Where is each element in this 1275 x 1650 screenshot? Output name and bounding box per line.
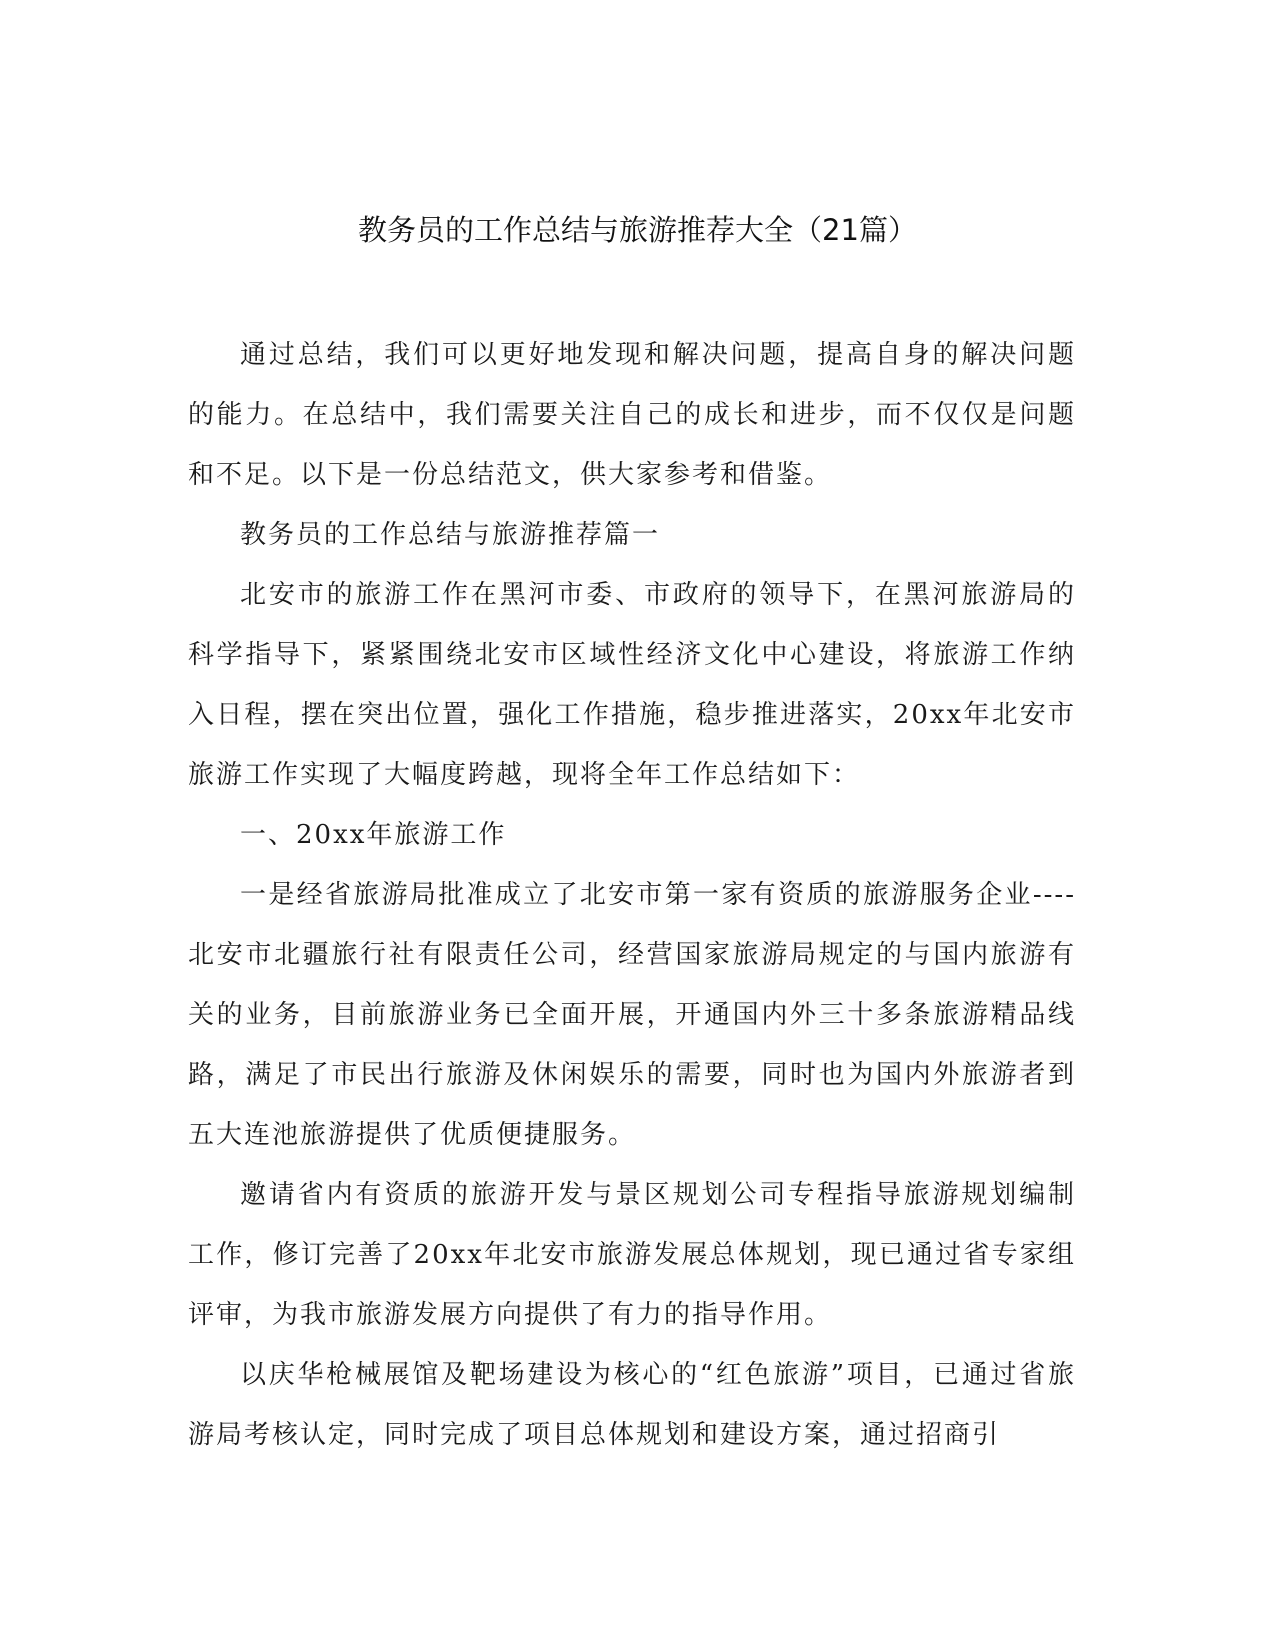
document-title: 教务员的工作总结与旅游推荐大全（21篇） bbox=[358, 213, 917, 247]
document-body bbox=[188, 325, 1076, 1465]
subsection-heading: 一、20xx年旅游工作 bbox=[240, 820, 507, 850]
intro-paragraph: 通过总结，我们可以更好地发现和解决问题，提高自身的解决问题的能力。在总结中，我们需要关注自己的成长和进步，而不仅仅是问题和不足。以下是一份总结范文，供大家参考和借鉴。 bbox=[188, 340, 1076, 490]
body-paragraph: 以庆华枪械展馆及靶场建设为核心的“红色旅游”项目，已通过省旅游局考核认定，同时完成了项目总体规划和建设方案，通过招商引 bbox=[188, 1360, 1076, 1450]
section-heading: 教务员的工作总结与旅游推荐篇一 bbox=[240, 520, 661, 550]
body-paragraph: 一是经省旅游局批准成立了北安市第一家有资质的旅游服务企业----北安市北疆旅行社有限责任公司，经营国家旅游局规定的与国内旅游有关的业务，目前旅游业务已全面开展，开通国内外三十多条旅游精品线路，满足了市民出行旅游及休闲娱乐的需要，同时也为国内外旅游者到五大连池旅游提供了优质便捷服务。 bbox=[188, 880, 1076, 1150]
body-paragraph: 北安市的旅游工作在黑河市委、市政府的领导下，在黑河旅游局的科学指导下，紧紧围绕北安市区域性经济文化中心建设，将旅游工作纳入日程，摆在突出位置，强化工作措施，稳步推进落实，20xx年北安市旅游工作实现了大幅度跨越，现将全年工作总结如下： bbox=[188, 580, 1076, 790]
body-paragraph: 邀请省内有资质的旅游开发与景区规划公司专程指导旅游规划编制工作，修订完善了20xx年北安市旅游发展总体规划，现已通过省专家组评审，为我市旅游发展方向提供了有力的指导作用。 bbox=[188, 1180, 1076, 1330]
